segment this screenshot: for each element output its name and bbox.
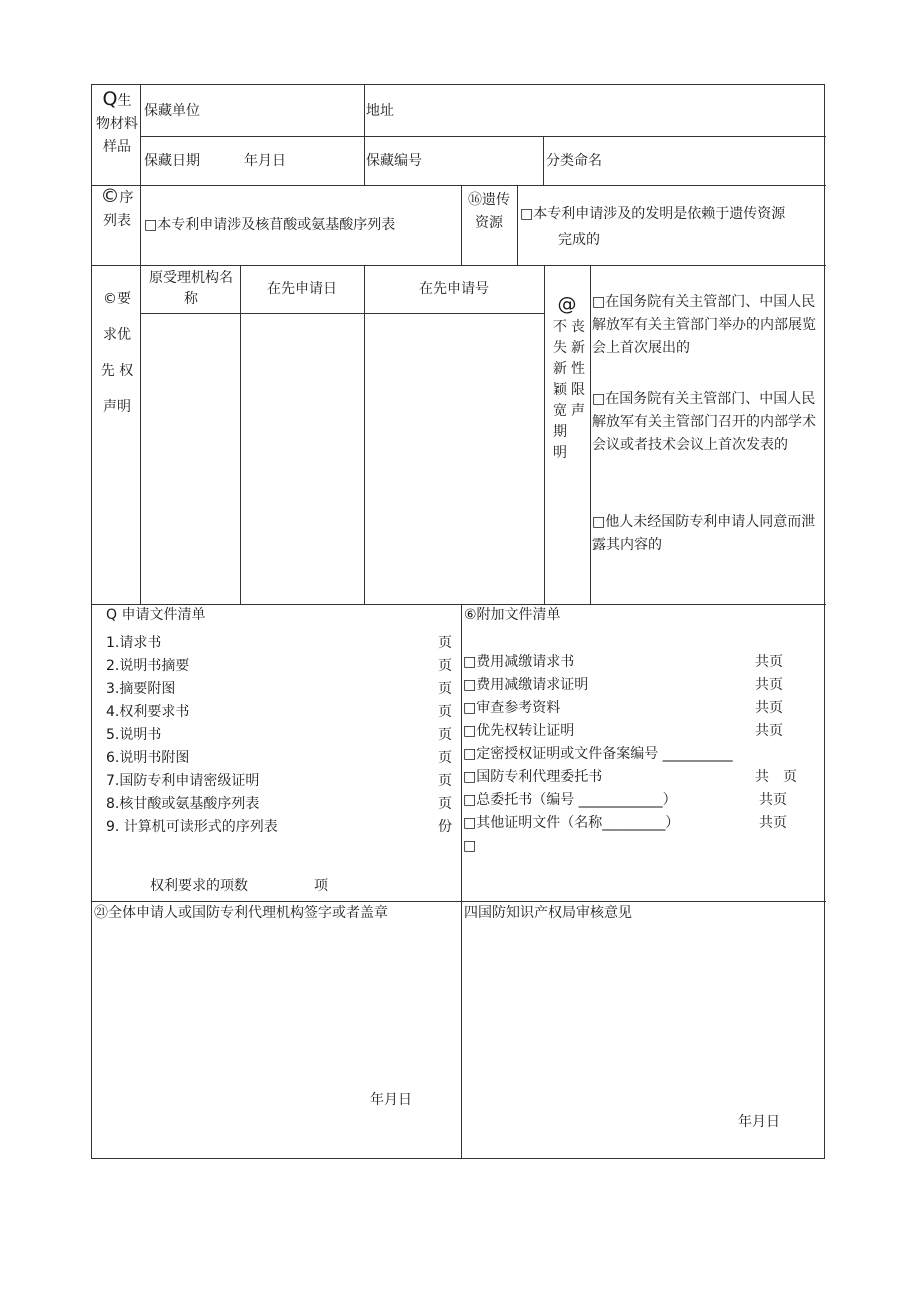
sequence-checkbox[interactable]: □本专利申请涉及核苜酸或氨基酸序列表 bbox=[144, 217, 396, 233]
extra-docs-header: ⑥附加文件清单 bbox=[464, 607, 561, 623]
list-item: 8.核甘酸或氨基酸序列表 页 bbox=[106, 796, 452, 812]
claims-count-label: 权利要求的项数 bbox=[150, 878, 248, 894]
list-item: 6.说明书附图 页 bbox=[106, 750, 452, 766]
deposit-date-suffix: 年月日 bbox=[244, 153, 286, 169]
list-item: 5.说明书 页 bbox=[106, 727, 452, 743]
list-item[interactable]: □审查参考资料 共页 bbox=[463, 700, 783, 716]
genetic-checkbox[interactable]: □本专利申请涉及的发明是依赖于遗传资源 bbox=[520, 206, 786, 222]
list-item: 4.权利要求书 页 bbox=[106, 704, 452, 720]
col-prior-date: 在先申请日 bbox=[267, 281, 337, 297]
bio-sample-header: Q生 物材料 样品 bbox=[96, 88, 138, 155]
list-item[interactable]: □总委托书（编号 ____________） 共页 bbox=[463, 792, 787, 808]
col-original-office: 原受理机构名称 bbox=[149, 270, 233, 307]
classification-label: 分类命名 bbox=[546, 153, 602, 169]
genetic-header: ⑯遗传 资源 bbox=[468, 192, 510, 231]
list-item: 1.请求书 页 bbox=[106, 635, 452, 651]
signature-date: 年月日 bbox=[370, 1092, 412, 1108]
list-item[interactable]: □ bbox=[463, 838, 477, 854]
list-item[interactable]: □国防专利代理委托书 共 页 bbox=[463, 769, 797, 785]
list-item[interactable]: □费用减缴请求书 共页 bbox=[463, 654, 783, 670]
extra-docs-list bbox=[463, 651, 821, 858]
grace-option-conference[interactable]: □在国务院有关主管部门、中国人民解放军有关主管部门召开的内部学术会议或者技术会议上首次发表的 bbox=[592, 391, 816, 453]
list-item: 2.说明书摘要 页 bbox=[106, 658, 452, 674]
priority-header: ©要 求优 先 权 声明 bbox=[100, 291, 134, 415]
review-date: 年月日 bbox=[738, 1114, 780, 1130]
review-header: 四国防知识产权局审核意见 bbox=[464, 905, 632, 921]
deposit-number-label: 保藏编号 bbox=[366, 153, 422, 169]
sequence-icon: © bbox=[100, 185, 120, 207]
grace-option-leak[interactable]: □他人未经国防专利申请人同意而泄露其内容的 bbox=[592, 514, 816, 553]
bio-sample-icon: Q bbox=[102, 88, 118, 110]
list-item: 9. 计算机可读形式的序列表 份 bbox=[106, 819, 452, 835]
claims-count-unit: 项 bbox=[314, 878, 328, 894]
genetic-checkbox-cont: 完成的 bbox=[558, 232, 600, 248]
sequence-header: ©序 列表 bbox=[100, 185, 134, 229]
grace-icon: @ bbox=[557, 293, 577, 315]
grace-header-col1: 不 失 新 颖 宽 期 明 bbox=[553, 319, 567, 461]
signature-header: ㉑全体申请人或国防专利代理机构签字或者盖章 bbox=[94, 905, 388, 921]
patent-form-table bbox=[91, 84, 825, 1159]
app-docs-list bbox=[106, 632, 452, 839]
list-item[interactable]: □优先权转让证明 共页 bbox=[463, 723, 783, 739]
list-item[interactable]: □其他证明文件（名称_________） 共页 bbox=[463, 815, 787, 831]
address-label: 地址 bbox=[366, 103, 394, 119]
deposit-date-label: 保藏日期 bbox=[144, 153, 200, 169]
app-docs-header: Q 申请文件清单 bbox=[106, 607, 206, 623]
list-item[interactable]: □费用减缴请求证明 共页 bbox=[463, 677, 783, 693]
list-item: 7.国防专利申请密级证明 页 bbox=[106, 773, 452, 789]
grace-header-col2: 丧 新 性 限 声 bbox=[571, 319, 585, 419]
col-prior-number: 在先申请号 bbox=[419, 281, 489, 297]
deposit-unit-label: 保藏单位 bbox=[144, 103, 200, 119]
list-item[interactable]: □定密授权证明或文件备案编号 __________ bbox=[463, 746, 733, 762]
list-item: 3.摘要附图 页 bbox=[106, 681, 452, 697]
grace-option-exhibition[interactable]: □在国务院有关主管部门、中国人民解放军有关主管部门举办的内部展览会上首次展出的 bbox=[592, 294, 816, 356]
